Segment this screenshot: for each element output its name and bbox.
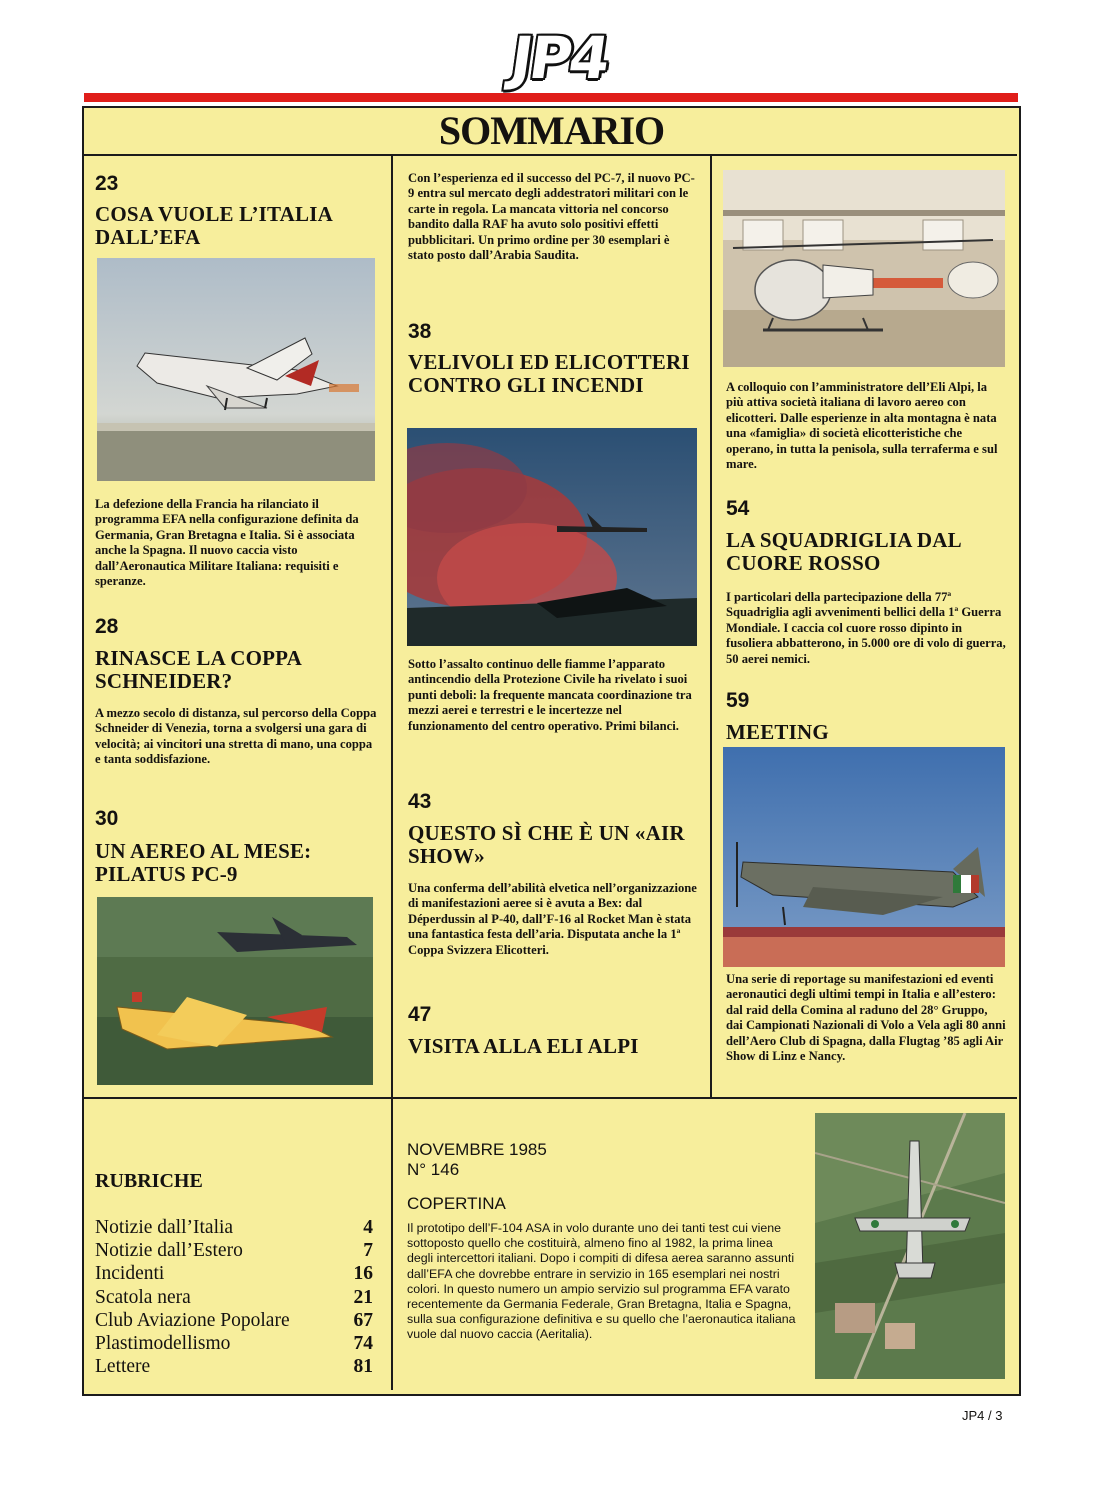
rubrica-page: 81	[353, 1356, 373, 1377]
issue-date: NOVEMBRE 1985	[407, 1140, 547, 1159]
page-title: SOMMARIO	[438, 108, 665, 153]
rubrica-page: 21	[353, 1287, 373, 1308]
helicopter-hangar-photo	[723, 170, 1005, 367]
rubrica-page: 74	[353, 1333, 373, 1354]
rubrica-page: 67	[353, 1310, 373, 1331]
spitfire-meeting-photo	[723, 747, 1005, 967]
rubrica-label: Incidenti	[95, 1263, 165, 1284]
article-title[interactable]: VISITA ALLA ELI ALPI	[408, 1034, 639, 1058]
article-title[interactable]: LA SQUADRIGLIA DAL CUORE ROSSO	[726, 528, 961, 575]
column-divider-right	[710, 155, 712, 1098]
article-page-number: 30	[95, 807, 119, 830]
pilatus-pc9-photo	[97, 897, 373, 1085]
rubrica-label: Club Aviazione Popolare	[95, 1310, 290, 1331]
magazine-logo: JP4	[506, 24, 612, 92]
cover-description: Il prototipo dell’F-104 ASA in volo durante uno dei tanti test cui viene sottoposto quello che costituirà, almeno fino al 1982, la prima linea degli intercettori italiani. Dopo i compiti di difesa aerea saranno assunti dall’EFA che dovrebbe entrare in servizio in 165 esemplari nei nostri colori. In questo numero un ampio servizio sul programma EFA varato recentemente da Germania Federale, Gran Bretagna, Italia e Spagna, sulla sua configurazione definitiva e su quello che l’aeronautica italiana vuole dal nuovo caccia (Aeritalia).	[407, 1221, 796, 1342]
article-page-number: 54	[726, 497, 750, 520]
article-summary: Con l’esperienza ed il successo del PC-7, il nuovo PC-9 entra sul mercato degli addestratori militari con le carte in regola. La mancata vittoria nel concorso bandito dalla RAF ha avuto solo positivi effetti pubblicitari. Un primo ordine per 30 esemplari è stato posto dall’Arabia Saudita.	[408, 171, 695, 263]
rubriche-title: RUBRICHE	[95, 1170, 203, 1192]
article-summary: Una conferma dell’abilità elvetica nell’organizzazione di manifestazioni aeree si è avuta a Bex: dal Déperdussin al P-40, dall’F-16 al Rocket Man è stata una fantastica festa dell’aria. Disputata anche la 1ª Coppa Svizzera Elicotteri.	[408, 881, 697, 957]
article-title[interactable]: COSA VUOLE L’ITALIA DALL’EFA	[95, 202, 332, 249]
rubrica-label: Scatola nera	[95, 1287, 191, 1308]
rubrica-label: Notizie dall’Italia	[95, 1217, 234, 1238]
firefighting-aircraft-photo	[407, 428, 697, 646]
article-summary: I particolari della partecipazione della 77ª Squadriglia agli avvenimenti bellici della 1ª Guerra Mondiale. I caccia col cuore rosso dipinto in fusoliera abbatterono, in 5.000 ore di volo di guerra, 50 aerei nemici.	[726, 590, 1006, 666]
article-summary: A mezzo secolo di distanza, sul percorso della Coppa Schneider di Venezia, torna a svolgersi una gara di velocità; ai vincitori una stretta di mano, una coppa e tanta soddisfazione.	[95, 706, 377, 767]
bottom-section-divider	[84, 1097, 1017, 1099]
efa-jet-photo	[97, 258, 375, 481]
article-summary: A colloquio con l’amministratore dell’Eli Alpi, la più attiva società italiana di lavoro aereo con elicotteri. Dalle esperienze in alta montagna è nata una «famiglia» di società elicotteristiche che operano, in tutta la penisola, sulla terraferma e sul mare.	[726, 380, 998, 472]
cover-title: COPERTINA	[407, 1194, 506, 1213]
red-rule	[84, 93, 1018, 102]
page-reference: JP4 / 3	[962, 1408, 1003, 1423]
rubrica-label: Plastimodellismo	[95, 1333, 231, 1354]
article-page-number: 23	[95, 172, 119, 195]
article-page-number: 38	[408, 320, 432, 343]
article-summary: Sotto l’assalto continuo delle fiamme l’apparato antincendio della Protezione Civile ha rivelato i suoi punti deboli: la frequente mancata coordinazione tra mezzi aerei e terrestri e le incertezze nel funzionamento del centro operativo. Primi bilanci.	[408, 657, 692, 733]
article-page-number: 47	[408, 1003, 432, 1026]
column-divider-left	[391, 155, 393, 1098]
article-page-number: 43	[408, 790, 432, 813]
rubriche-divider	[391, 1098, 393, 1390]
article-title[interactable]: QUESTO SÌ CHE È UN «AIR SHOW»	[408, 821, 685, 868]
rubrica-page: 7	[363, 1240, 373, 1261]
f104-cover-photo	[815, 1113, 1005, 1379]
article-title[interactable]: UN AEREO AL MESE: PILATUS PC-9	[95, 839, 312, 886]
rubrica-page: 16	[353, 1263, 373, 1284]
rubrica-label: Notizie dall’Estero	[95, 1240, 243, 1261]
article-summary: Una serie di reportage su manifestazioni ed eventi aeronautici degli ultimi tempi in Italia e all’estero: dal raid della Comina al raduno del 28° Gruppo, dai Campionati Nazionali di Volo a Vela agli 80 anni dell’Aero Club di Spagna, dalla Flugtag ’85 agli Air Show di Linz e Nancy.	[726, 972, 1006, 1064]
article-summary: La defezione della Francia ha rilanciato il programma EFA nella configurazione definita da Germania, Gran Bretagna e Italia. Si è associata anche la Spagna. Il nuovo caccia visto dall’Aeronautica Militare Italiana: requisiti e speranze.	[95, 497, 359, 589]
article-title[interactable]: RINASCE LA COPPA SCHNEIDER?	[95, 646, 301, 693]
rubrica-label: Lettere	[95, 1356, 151, 1377]
rubrica-page: 4	[363, 1217, 373, 1238]
article-page-number: 59	[726, 689, 750, 712]
issue-number: N° 146	[407, 1160, 460, 1179]
article-title[interactable]: VELIVOLI ED ELICOTTERI CONTRO GLI INCENDI	[408, 350, 690, 397]
article-title[interactable]: MEETING	[726, 720, 829, 744]
article-page-number: 28	[95, 615, 119, 638]
title-divider	[84, 154, 1017, 156]
